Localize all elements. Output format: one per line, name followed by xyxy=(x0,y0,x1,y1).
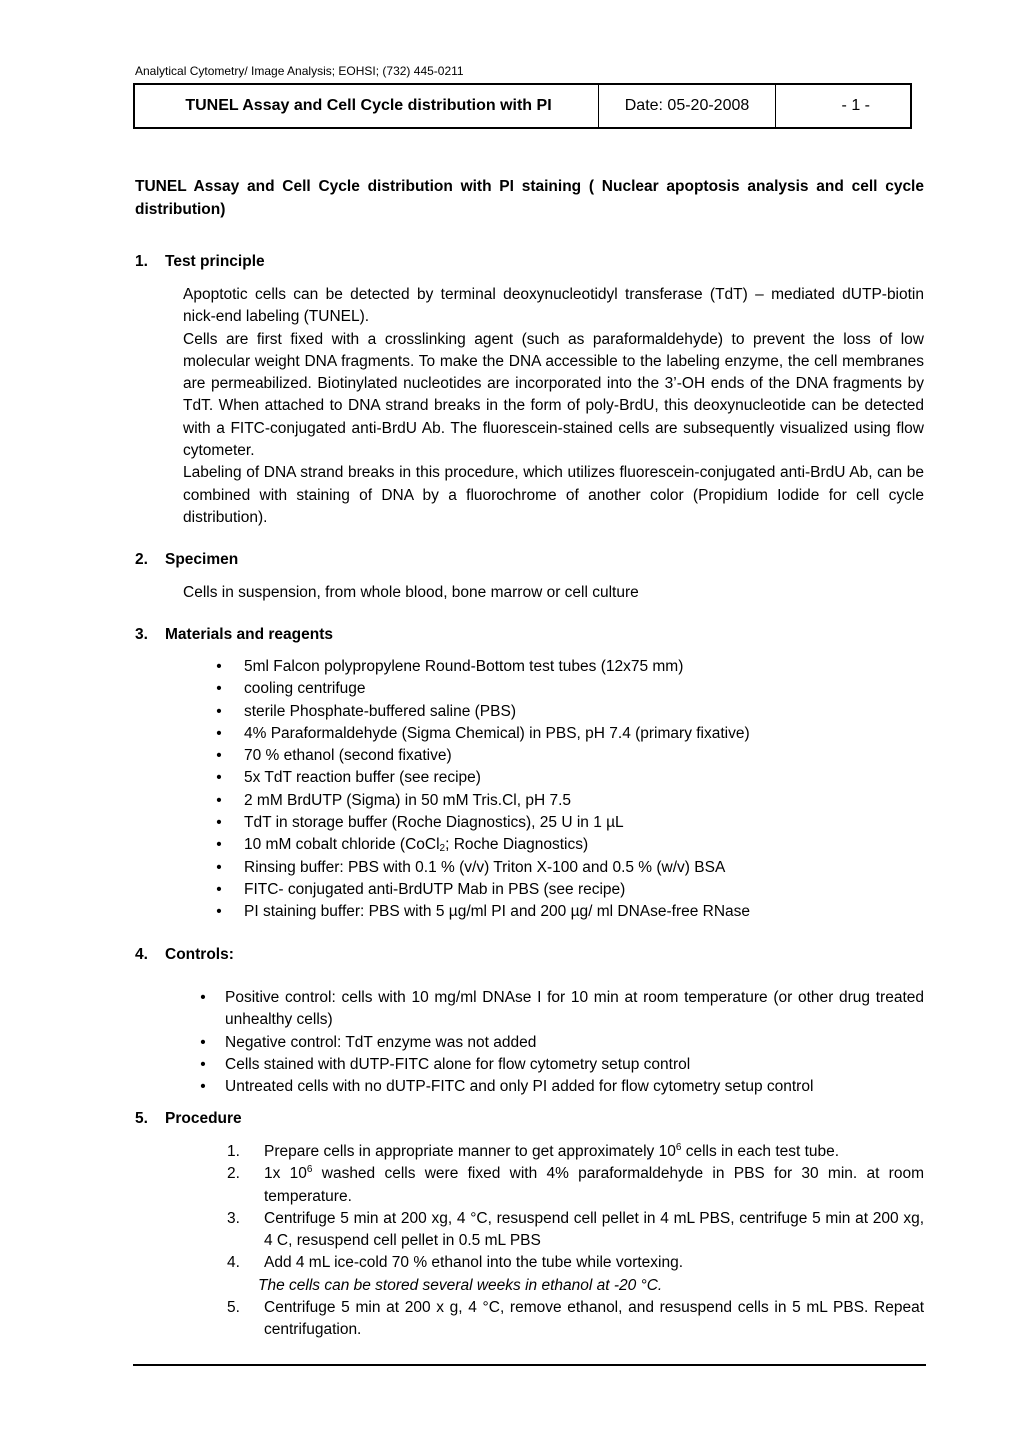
header-title: TUNEL Assay and Cell Cycle distribution with PI xyxy=(135,85,599,127)
list-item: • TdT in storage buffer (Roche Diagnostics), 25 U in 1 µL xyxy=(135,812,924,834)
bullet-icon: • xyxy=(216,836,222,854)
list-item: • Positive control: cells with 10 mg/ml DNAse I for 10 min at room temperature (or other drug treated unhealthy cells) xyxy=(135,987,924,1032)
specimen-text: Cells in suspension, from whole blood, bone marrow or cell culture xyxy=(183,584,639,601)
list-item: • 70 % ethanol (second fixative) xyxy=(135,745,924,767)
list-item: • Cells stained with dUTP-FITC alone for flow cytometry setup control xyxy=(135,1054,924,1076)
step-number: 4. xyxy=(227,1254,240,1272)
page-header: Analytical Cytometry/ Image Analysis; EOHSI; (732) 445-0211 xyxy=(135,64,464,78)
section-number: 1. xyxy=(135,253,148,270)
paragraph: Labeling of DNA strand breaks in this procedure, which utilizes fluorescein-conjugated anti-BrdU Ab, can be combined with staining of DNA by a fluorochrome of another color (Propidium Iodide for cell cycle distribution). xyxy=(183,464,924,526)
section-specimen xyxy=(135,549,924,604)
section-heading xyxy=(135,624,924,646)
section-title: Specimen xyxy=(165,551,239,568)
procedure-step: 4. Add 4 mL ice-cold 70 % ethanol into the tube while vortexing. xyxy=(135,1252,924,1274)
section-test-principle xyxy=(135,251,924,529)
list-item: • 4% Paraformaldehyde (Sigma Chemical) in PBS, pH 7.4 (primary fixative) xyxy=(135,723,924,745)
list-item: • cooling centrifuge xyxy=(135,678,924,700)
step-number: 2. xyxy=(227,1165,240,1183)
section-number: 2. xyxy=(135,551,148,568)
section-title: Controls: xyxy=(165,946,234,963)
list-item: • Rinsing buffer: PBS with 0.1 % (v/v) Triton X-100 and 0.5 % (w/v) BSA xyxy=(135,857,924,879)
step-number: 3. xyxy=(227,1209,240,1227)
section-materials xyxy=(135,624,924,924)
document-title: TUNEL Assay and Cell Cycle distribution with PI staining ( Nuclear apoptosis analysis and cell cycle distribution) xyxy=(135,178,924,218)
section-heading xyxy=(135,251,924,273)
bullet-icon: • xyxy=(216,747,222,765)
procedure-step: 1. Prepare cells in appropriate manner to get approximately $10^6$ cells in each test tube. xyxy=(135,1141,924,1163)
section-procedure xyxy=(135,1108,924,1342)
bullet-icon: • xyxy=(200,989,206,1006)
paragraph: Apoptotic cells can be detected by terminal deoxynucleotidyl transferase (TdT) – mediated dUTP-biotin nick-end labeling (TUNEL). xyxy=(183,286,924,326)
bullet-icon: • xyxy=(216,791,222,809)
section-title: Test principle xyxy=(165,253,265,270)
section-heading xyxy=(135,549,924,571)
bullet-icon: • xyxy=(216,658,222,675)
list-item: • 2 mM BrdUTP (Sigma) in 50 mM Tris.Cl, pH 7.5 xyxy=(135,790,924,812)
procedure-step: 5. Centrifuge 5 min at 200 x g, 4 °C, remove ethanol, and resuspend cells in 5 mL PBS. Repeat centrifugation. xyxy=(227,1299,924,1339)
list-item: • Negative control: TdT enzyme was not added xyxy=(135,1032,924,1054)
section-controls xyxy=(135,944,924,1098)
principle-text xyxy=(183,284,924,529)
storage-note: The cells can be stored several weeks in ethanol at -20 °C. xyxy=(258,1276,663,1294)
procedure-step: 3. Centrifuge 5 min at 200 xg, 4 °C, resuspend cell pellet in 4 mL PBS, centrifuge 5 min at 200 xg, 4 C, resuspend cell pellet in 0.5 mL PBS xyxy=(227,1209,924,1250)
section-title: Procedure xyxy=(165,1110,242,1127)
bullet-icon: • xyxy=(216,769,222,787)
footer-rule xyxy=(133,1364,926,1366)
list-item: • 5ml Falcon polypropylene Round-Bottom test tubes (12x75 mm) xyxy=(135,656,924,678)
procedure-list xyxy=(135,1141,924,1275)
list-item: • Untreated cells with no dUTP-FITC and only PI added for flow cytometry setup control xyxy=(135,1076,924,1098)
section-heading xyxy=(135,1108,924,1130)
procedure-list-continued xyxy=(135,1297,924,1342)
list-item: • FITC- conjugated anti-BrdUTP Mab in PBS (see recipe) xyxy=(135,879,924,901)
bullet-icon: • xyxy=(216,680,222,698)
bullet-icon: • xyxy=(216,880,222,898)
paragraph: Cells are first fixed with a crosslinking agent (such as paraformaldehyde) to prevent the loss of low molecular weight DNA fragments. To make the DNA accessible to the labeling enzyme, the cell membranes are permeabilized. Biotinylated nucleotides are incorporated into the 3’-OH ends of the DNA fragments by TdT. When attached to DNA strand breaks in the form of poly-BrdU, this deoxynucleotide can be detected with a FITC-conjugated anti-BrdU Ab. The fluorescein-stained cells are subsequently visualized using flow cytometer. xyxy=(183,330,924,460)
section-number: 4. xyxy=(135,946,148,963)
section-number: 3. xyxy=(135,626,148,643)
bullet-icon: • xyxy=(200,1078,206,1096)
controls-list xyxy=(135,987,924,1098)
header-date: Date: 05-20-2008 xyxy=(599,85,776,127)
header-table xyxy=(133,83,912,129)
bullet-icon: • xyxy=(216,814,222,832)
list-item: • 10 mM cobalt chloride (CoCl$_2$; Roche Diagnostics) xyxy=(135,834,924,856)
section-heading xyxy=(135,944,924,966)
page-number: - 1 - xyxy=(841,97,870,114)
bullet-icon: • xyxy=(216,702,222,720)
materials-list xyxy=(135,656,924,924)
section-title: Materials and reagents xyxy=(165,626,333,643)
bullet-icon: • xyxy=(200,1055,206,1073)
step-number: 5. xyxy=(227,1299,240,1317)
bullet-icon: • xyxy=(200,1033,206,1051)
bullet-icon: • xyxy=(216,724,222,742)
bullet-icon: • xyxy=(216,858,222,876)
procedure-step: 2. 1x $10^6$ washed cells were fixed with 4% paraformaldehyde in PBS for 30 min. at room temperature. xyxy=(227,1164,924,1205)
step-number: 1. xyxy=(227,1143,240,1160)
list-item: • sterile Phosphate-buffered saline (PBS) xyxy=(135,701,924,723)
section-number: 5. xyxy=(135,1110,148,1127)
list-item: • 5x TdT reaction buffer (see recipe) xyxy=(135,767,924,789)
bullet-icon: • xyxy=(216,903,222,921)
list-item: • PI staining buffer: PBS with 5 µg/ml PI and 200 µg/ ml DNAse-free RNase xyxy=(135,901,924,923)
